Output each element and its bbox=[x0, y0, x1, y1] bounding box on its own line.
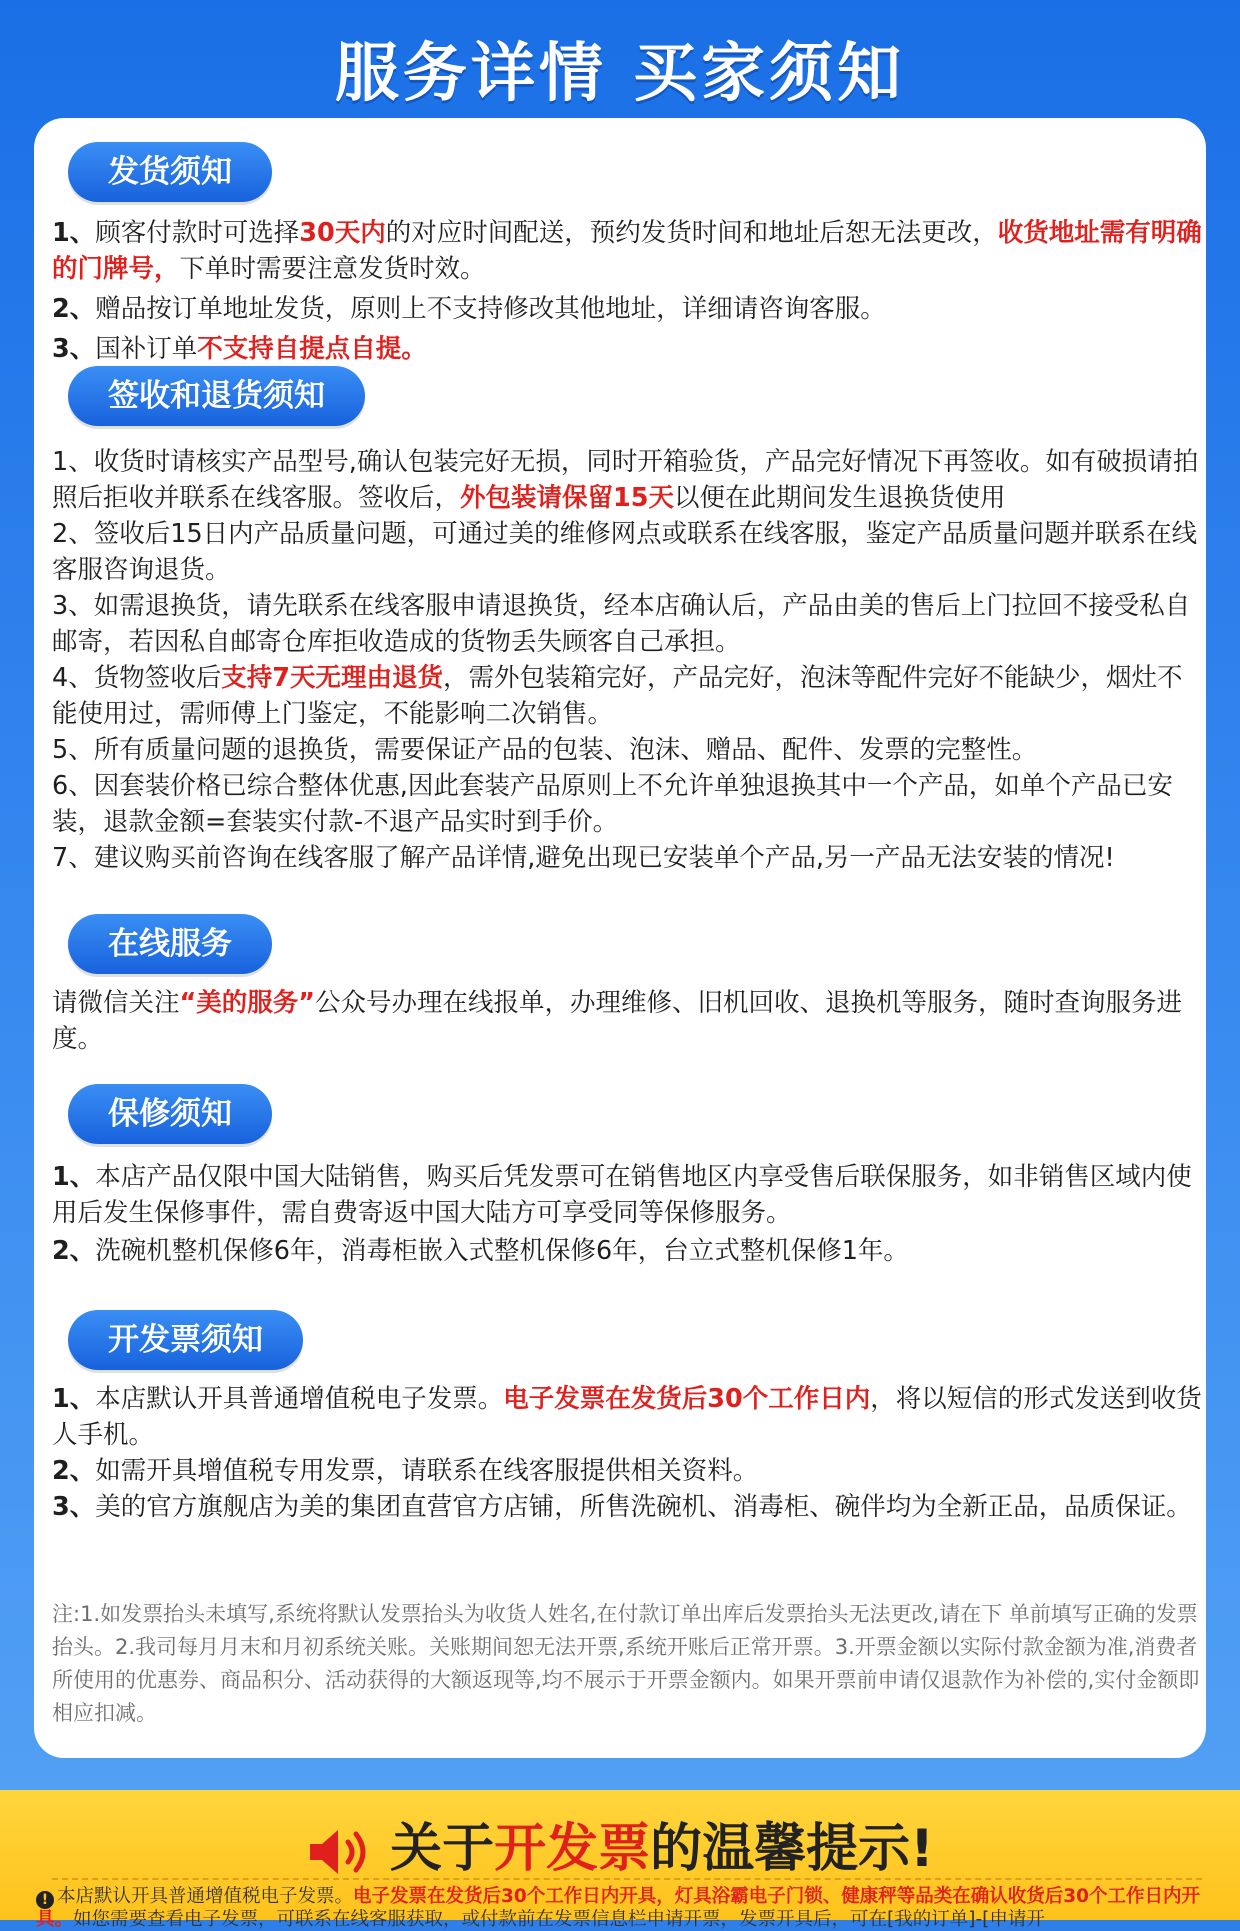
text-span: 1、收货时请核实产品型号,确认包装完好无损，同时开箱验货，产品完好情况下再签收。如有破损请拍照后拒收并联系在线客服。签收后， bbox=[52, 447, 1199, 513]
returns-item-7: 7、建议购买前咨询在线客服了解产品详情,避免出现已安装单个产品,另一产品无法安装的情况! bbox=[52, 843, 1115, 873]
invoice-item-3 bbox=[52, 1489, 1202, 1525]
text-span: 顾客付款时可选择 bbox=[95, 218, 300, 248]
footer-title-highlight: 开发票 bbox=[494, 1819, 651, 1879]
highlight-text: 不支持自提点自提。 bbox=[197, 334, 427, 364]
item-number: 2、 bbox=[52, 294, 96, 324]
returns-item-5: 5、所有质量问题的退换货，需要保证产品的包装、泡沫、赠品、配件、发票的完整性。 bbox=[52, 735, 1038, 765]
highlight-text: 外包装请保留15天 bbox=[460, 483, 675, 513]
warranty-item-2 bbox=[52, 1233, 1202, 1269]
footer-title-part: 的温馨提示! bbox=[650, 1819, 934, 1879]
footer-divider bbox=[52, 1878, 1202, 1881]
returns-text bbox=[52, 444, 1202, 876]
item-number: 3、 bbox=[52, 334, 96, 364]
footer-text bbox=[36, 1886, 1216, 1931]
text-span: 以便在此期间发生退换货使用 bbox=[674, 483, 1006, 513]
text-span: 如需开具增值税专用发票，请联系在线客服提供相关资料。 bbox=[95, 1456, 759, 1486]
warranty-item-1 bbox=[52, 1159, 1202, 1231]
invoice-note bbox=[52, 1598, 1202, 1730]
invoice-item-1 bbox=[52, 1381, 1202, 1453]
returns-item-2: 2、签收后15日内产品质量问题，可通过美的维修网点或联系在线客服，鉴定产品质量问题并联系在线客服咨询退货。 bbox=[52, 519, 1198, 585]
footer-title-part: 关于 bbox=[390, 1819, 495, 1879]
text-span: 公众号办理在线报单，办理维修、旧机回收、退换机等服务，随时查询服务进度。 bbox=[52, 988, 1183, 1054]
returns-item-1 bbox=[52, 444, 1202, 516]
text-span: 本店默认开具普通增值税电子发票。 bbox=[57, 1886, 354, 1907]
highlight-text: 电子发票在发货后30个工作日内开具，灯具浴霸电子门锁、健康秤等品类在确认收货后30个工作日内开具。 bbox=[36, 1886, 1201, 1930]
section-pill-warranty: 保修须知 bbox=[68, 1084, 272, 1144]
section-pill-online: 在线服务 bbox=[68, 914, 272, 974]
item-number: 2、 bbox=[52, 1456, 96, 1486]
note-text: 注:1.如发票抬头未填写,系统将默认发票抬头为收货人姓名,在付款订单出库后发票抬头无法更改,请在下 单前填写正确的发票抬头。2.我司每月月末和月初系统关账。关账期间恕无法开票,系统开账后正常开票。3.开票金额以实际付款金额为准,消费者所使用的优惠券、商品积分、活动获得的大额返现等,均不展示于开票金额内。如果开票前申请仅退款作为补偿的,实付金额即相应扣减。 bbox=[52, 1602, 1200, 1725]
item-number: 1、 bbox=[52, 218, 96, 248]
returns-item-4 bbox=[52, 660, 1202, 732]
invoice-text bbox=[52, 1381, 1202, 1525]
item-number: 1、 bbox=[52, 1384, 96, 1414]
text-span: 本店产品仅限中国大陆销售，购买后凭发票可在销售地区内享受售后联保服务，如非销售区域内使用后发生保修事件，需自费寄返中国大陆方可享受同等保修服务。 bbox=[52, 1162, 1192, 1228]
item-number: 2、 bbox=[52, 1236, 96, 1266]
section-pill-shipping: 发货须知 bbox=[68, 142, 272, 202]
shipping-text bbox=[52, 215, 1202, 367]
footer-title bbox=[0, 1806, 1240, 1881]
text-span: 国补订单 bbox=[95, 334, 198, 364]
text-span: 的对应时间配送，预约发货时间和地址后恕无法更改， bbox=[385, 218, 998, 248]
section-pill-invoice: 开发票须知 bbox=[68, 1310, 303, 1370]
shipping-item-3 bbox=[52, 331, 1202, 367]
returns-item-3: 3、如需退换货，请先联系在线客服申请退换货，经本店确认后，产品由美的售后上门拉回不接受私自邮寄，若因私自邮寄仓库拒收造成的货物丢失顾客自己承担。 bbox=[52, 591, 1191, 657]
highlight-text: 收货地址需有明确的门牌号， bbox=[52, 218, 1202, 284]
highlight-text: 30天内 bbox=[299, 218, 386, 248]
online-item bbox=[52, 985, 1202, 1057]
section-pill-returns: 签收和退货须知 bbox=[68, 366, 365, 426]
content-card bbox=[34, 118, 1206, 1758]
text-span: 美的官方旗舰店为美的集团直营官方店铺，所售洗碗机、消毒柜、碗伴均为全新正品，品质保证。 bbox=[95, 1492, 1192, 1522]
text-span: 下单时需要注意发货时效。 bbox=[179, 254, 486, 284]
item-number: 1、 bbox=[52, 1162, 96, 1192]
text-span: 赠品按订单地址发货，原则上不支持修改其他地址，详细请咨询客服。 bbox=[95, 294, 886, 324]
speaker-icon bbox=[306, 1824, 376, 1880]
online-text bbox=[52, 985, 1202, 1057]
footer-banner bbox=[0, 1790, 1240, 1930]
text-span: 请微信关注 bbox=[52, 988, 180, 1018]
warranty-text bbox=[52, 1159, 1202, 1269]
highlight-text: 支持7天无理由退货 bbox=[221, 663, 443, 693]
text-span: 如您需要查看电子发票，可联系在线客服获取，或付款前在发票信息栏申请开票，发票开具后，可在[我的订单]-[申请开 bbox=[73, 1909, 1045, 1930]
shipping-item-2 bbox=[52, 291, 1202, 327]
text-span: 4、货物签收后 bbox=[52, 663, 222, 693]
text-span: 洗碗机整机保修6年，消毒柜嵌入式整机保修6年，台立式整机保修1年。 bbox=[95, 1236, 909, 1266]
highlight-text: 电子发票在发货后30个工作日内 bbox=[503, 1384, 871, 1414]
text-span: ，需外包装箱完好，产品完好，泡沫等配件完好不能缺少，烟灶不能使用过，需师傅上门鉴定，不能影响二次销售。 bbox=[52, 663, 1183, 729]
highlight-text: “美的服务” bbox=[179, 988, 316, 1018]
shipping-item-1 bbox=[52, 215, 1202, 287]
invoice-item-2 bbox=[52, 1453, 1202, 1489]
returns-item-6: 6、因套装价格已综合整体优惠,因此套装产品原则上不允许单独退换其中一个产品，如单个产品已安装，退款金额=套装实付款-不退产品实时到手价。 bbox=[52, 771, 1173, 837]
text-span: ，将以短信的形式发送到收货人手机。 bbox=[52, 1384, 1202, 1450]
item-number: 3、 bbox=[52, 1492, 96, 1522]
text-span: 本店默认开具普通增值税电子发票。 bbox=[95, 1384, 504, 1414]
info-icon: ! bbox=[36, 1891, 54, 1909]
page-title: 服务详情 买家须知 bbox=[334, 37, 906, 111]
